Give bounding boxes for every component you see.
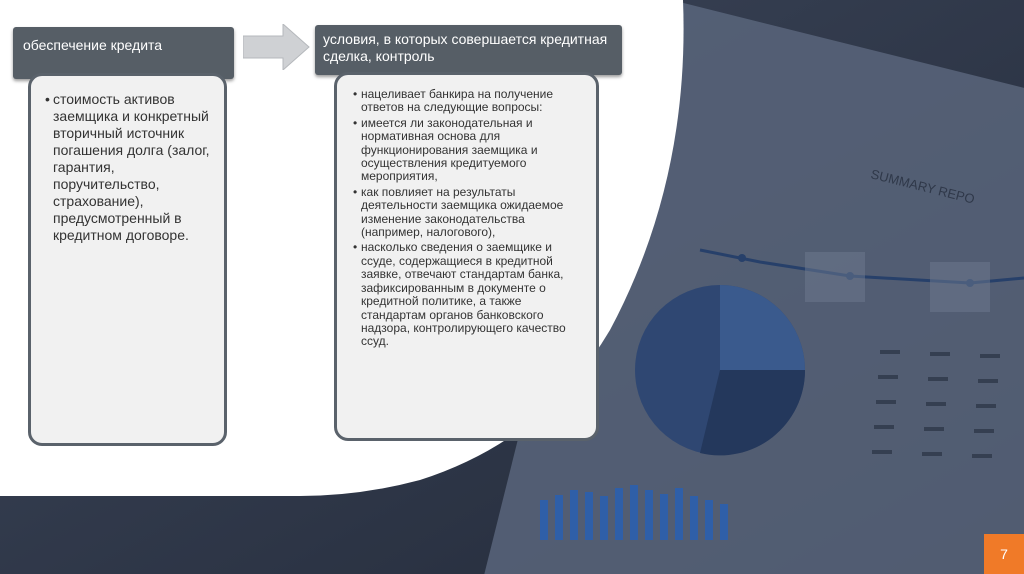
left-card-item: • стоимость активов заемщика и конкретный вторичный источник погашения долга (залог, гарантия, поручительство, страхование), предусмотренный в кредитном договоре. — [45, 91, 216, 244]
page-number: 7 — [984, 534, 1024, 574]
right-header: условия, в которых совершается кредитная сделка, контроль — [315, 25, 622, 75]
arrow-right-icon — [243, 24, 311, 70]
left-card — [28, 73, 227, 446]
right-card-item: • имеется ли законодательная и нормативная основа для функционирования заемщика и осуществления кредитуемого мероприятия, — [353, 117, 588, 184]
left-header: обеспечение кредита — [13, 27, 234, 79]
report-title: SUMMARY REPO — [869, 166, 977, 207]
right-card-item: • нацеливает банкира на получение ответов на следующие вопросы: — [353, 88, 588, 115]
right-card — [334, 72, 599, 441]
right-card-item: • как повлияет на результаты деятельности заемщика ожидаемое изменение законодательства (например, налогового), — [353, 186, 588, 240]
right-card-item: • насколько сведения о заемщике и ссуде, содержащиеся в кредитной заявке, отвечают стандартам банка, зафиксированным в документе о кредитной политике, а также стандартам органов банковского надзора, контролирующего качество ссуд. — [353, 241, 588, 348]
